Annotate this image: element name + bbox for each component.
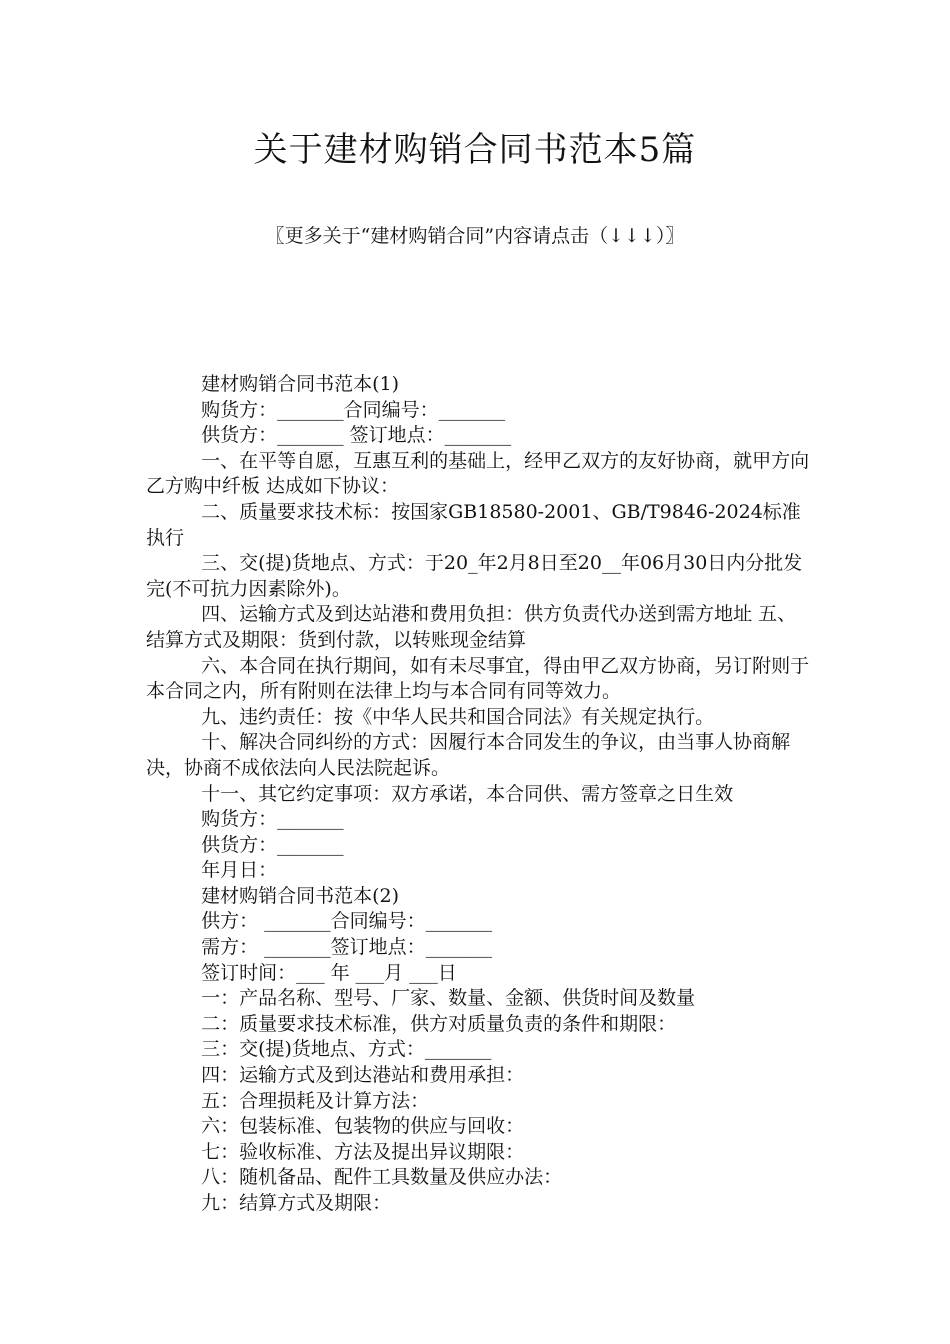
supplier-sign-place-line: 供货方：_______ 签订地点：_______ xyxy=(201,424,512,447)
section-heading-1: 建材购销合同书范本(1) xyxy=(201,373,400,395)
item-5: 五：合理损耗及计算方法： xyxy=(201,1089,430,1112)
clause-4-5: 四、运输方式及到达站港和费用负担：供方负责代办送到需方地址 五、结算方式及期限：货到付款，以转账现金结算 xyxy=(146,603,797,651)
item-3: 三：交(提)货地点、方式：_______ xyxy=(201,1038,492,1061)
section-heading-2: 建材购销合同书范本(2) xyxy=(201,884,400,907)
buyer-signature-line: 购货方：_______ xyxy=(201,808,344,831)
item-4: 四：运输方式及到达港站和费用承担： xyxy=(201,1064,525,1087)
supplier-signature-line: 供货方：_______ xyxy=(201,833,344,856)
item-6: 六：包装标准、包装物的供应与回收： xyxy=(201,1115,525,1138)
buyer-contract-no-line: 购货方：_______合同编号：_______ xyxy=(201,398,506,421)
item-8: 八：随机备品、配件工具数量及供应办法： xyxy=(201,1166,563,1189)
clause-2: 二、质量要求技术标：按国家GB18580-2001、GB/T9846-2024标准执行 xyxy=(146,500,801,549)
item-1: 一：产品名称、型号、厂家、数量、金额、供货时间及数量 xyxy=(201,987,696,1010)
clause-9: 九、违约责任：按《中华人民共和国合同法》有关规定执行。 xyxy=(201,705,715,728)
clause-1: 一、在平等自愿，互惠互利的基础上，经甲乙双方的友好协商，就甲方向乙方购中纤板 达成如下协议： xyxy=(146,449,810,498)
supplier-contract-no-line: 供方： _______合同编号：_______ xyxy=(201,910,493,933)
sign-time-line: 签订时间：___ 年 ___月 ___日 xyxy=(201,961,457,984)
item-9: 九：结算方式及期限： xyxy=(201,1192,392,1214)
item-7: 七：验收标准、方法及提出异议期限： xyxy=(201,1140,525,1163)
clause-6: 六、本合同在执行期间，如有未尽事宜，得由甲乙双方协商，另订附则于本合同之内，所有附则在法律上均与本合同有同等效力。 xyxy=(146,654,810,703)
item-2: 二：质量要求技术标准，供方对质量负责的条件和期限： xyxy=(201,1012,677,1035)
document-body xyxy=(146,372,810,1217)
document-title: 关于建材购销合同书范本5篇 xyxy=(253,130,697,170)
date-line: 年月日： xyxy=(201,859,278,882)
clause-3: 三、交(提)货地点、方式：于20_年2月8日至20__年06月30日内分批发完(不可抗力因素除外)。 xyxy=(146,552,803,600)
demander-sign-place-line: 需方： _______签订地点：_______ xyxy=(201,936,493,959)
more-content-link[interactable]: 〖更多关于“建材购销合同”内容请点击（↓↓↓）〗 xyxy=(265,225,685,247)
clause-11: 十一、其它约定事项：双方承诺，本合同供、需方签章之日生效 xyxy=(201,782,734,805)
clause-10: 十、解决合同纠纷的方式：因履行本合同发生的争议，由当事人协商解决，协商不成依法向人民法院起诉。 xyxy=(146,731,791,779)
